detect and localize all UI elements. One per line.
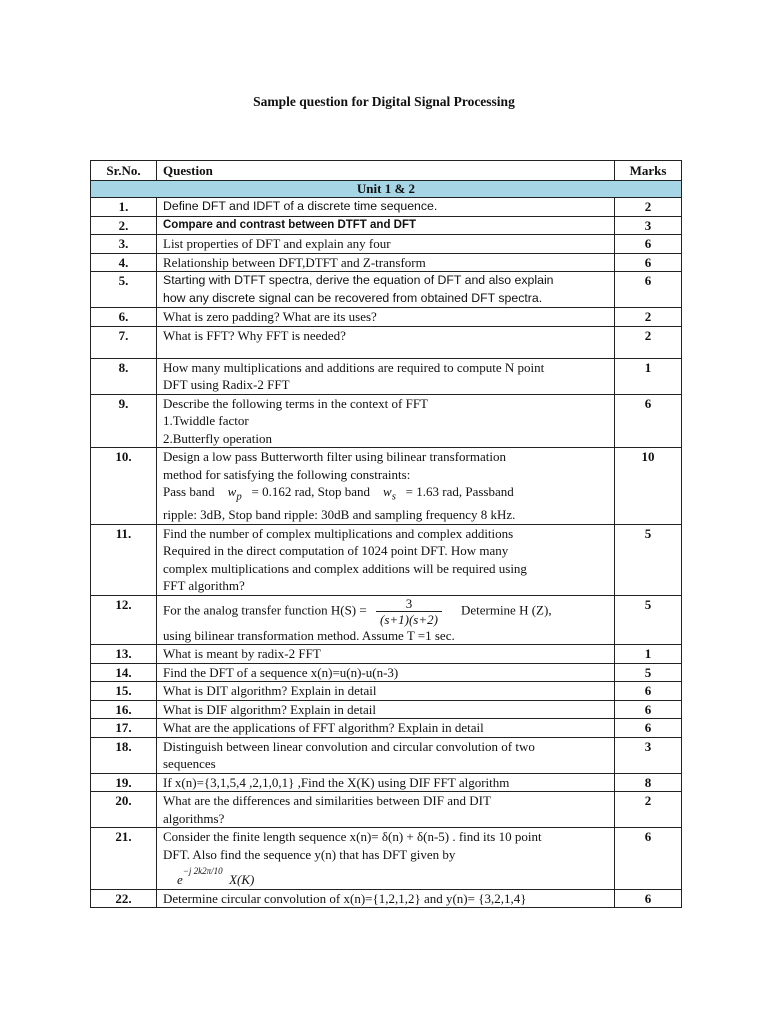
question-line: DFT using Radix-2 FFT <box>163 377 290 392</box>
ws-symbol: w <box>383 484 392 499</box>
question-line: How many multiplications and additions are required to compute N point <box>163 359 545 375</box>
row-number: 15. <box>91 682 157 701</box>
row-number: 13. <box>91 645 157 664</box>
row-marks: 5 <box>615 524 682 595</box>
row-number: 9. <box>91 394 157 448</box>
row-marks: 6 <box>615 394 682 448</box>
question-line: 2.Butterfly operation <box>163 430 273 446</box>
row-marks: 6 <box>615 682 682 701</box>
dft-expression <box>177 863 254 889</box>
row-number: 4. <box>91 253 157 272</box>
header-marks: Marks <box>615 161 682 181</box>
question-text <box>157 828 615 890</box>
question-line: 1.Twiddle factor <box>163 413 249 428</box>
table-row <box>91 700 682 719</box>
question-line: using bilinear transformation method. Assume T =1 sec. <box>163 627 455 643</box>
question-line: FFT algorithm? <box>163 578 245 594</box>
row-number: 11. <box>91 524 157 595</box>
question-text <box>157 524 615 595</box>
question-text <box>157 448 615 525</box>
row-number: 18. <box>91 737 157 773</box>
table-row <box>91 524 682 595</box>
question-text: If x(n)={3,1,5,4 ,2,1,0,1} ,Find the X(K) using DIF FFT algorithm <box>157 773 615 792</box>
question-line: Find the number of complex multiplications and complex additions <box>163 525 514 541</box>
passband-label: Pass band <box>163 484 215 499</box>
question-line: complex multiplications and complex additions will be required using <box>163 560 527 576</box>
question-text: What is FFT? Why FFT is needed? <box>157 326 615 358</box>
question-text <box>157 792 615 828</box>
table-row <box>91 828 682 890</box>
ws-subscript: s <box>391 490 396 503</box>
question-text: What are the applications of FFT algorithm? Explain in detail <box>157 719 615 738</box>
transfer-function-line <box>163 596 608 627</box>
row-marks: 5 <box>615 595 682 645</box>
question-text <box>157 394 615 448</box>
exp-base: e <box>177 872 183 888</box>
row-number: 21. <box>91 828 157 890</box>
question-line: Consider the finite length sequence x(n)= δ(n) + δ(n-5) . find its 10 point <box>163 829 542 845</box>
row-marks: 2 <box>615 792 682 828</box>
table-row <box>91 326 682 358</box>
table-row <box>91 235 682 254</box>
question-line: algorithms? <box>163 810 225 826</box>
row-marks: 2 <box>615 326 682 358</box>
row-marks: 6 <box>615 253 682 272</box>
row-marks: 1 <box>615 645 682 664</box>
row-number: 12. <box>91 595 157 645</box>
unit-row <box>91 181 682 198</box>
row-marks: 6 <box>615 889 682 908</box>
row-number: 1. <box>91 198 157 217</box>
stopband-value: = 1.63 rad, Passband <box>405 484 514 499</box>
question-line: Required in the direct computation of 1024 point DFT. How many <box>163 543 509 559</box>
question-text: What is DIF algorithm? Explain in detail <box>157 700 615 719</box>
table-row <box>91 682 682 701</box>
row-marks: 6 <box>615 272 682 308</box>
question-text: What is zero padding? What are its uses? <box>157 308 615 327</box>
table-row <box>91 308 682 327</box>
exp-superscript: −j 2k2π/10 <box>182 866 223 877</box>
question-line: ripple: 3dB, Stop band ripple: 30dB and sampling frequency 8 kHz. <box>163 507 516 523</box>
row-number: 6. <box>91 308 157 327</box>
fraction-numerator: 3 <box>405 595 413 611</box>
row-number: 14. <box>91 663 157 682</box>
header-question: Question <box>157 161 615 181</box>
row-marks: 2 <box>615 198 682 217</box>
row-marks: 5 <box>615 663 682 682</box>
row-number: 7. <box>91 326 157 358</box>
question-text: Find the DFT of a sequence x(n)=u(n)-u(n-3) <box>157 663 615 682</box>
table-row <box>91 358 682 394</box>
table-row <box>91 889 682 908</box>
question-line: Starting with DTFT spectra, derive the equation of DFT and also explain <box>163 273 554 287</box>
table-row <box>91 737 682 773</box>
row-marks: 6 <box>615 235 682 254</box>
table-row <box>91 645 682 664</box>
question-text: Define DFT and IDFT of a discrete time sequence. <box>157 198 615 217</box>
header-srno: Sr.No. <box>91 161 157 181</box>
row-marks: 8 <box>615 773 682 792</box>
row-number: 10. <box>91 448 157 525</box>
question-text <box>157 595 615 645</box>
row-number: 17. <box>91 719 157 738</box>
wp-subscript: p <box>236 490 242 503</box>
question-line: What are the differences and similarities between DIF and DIT <box>163 793 491 809</box>
table-row <box>91 216 682 235</box>
question-line: method for satisfying the following constraints: <box>163 466 411 482</box>
question-line: DFT. Also find the sequence y(n) that has DFT given by <box>163 846 456 862</box>
row-number: 20. <box>91 792 157 828</box>
question-text: List properties of DFT and explain any four <box>157 235 615 254</box>
question-line: For the analog transfer function H(S) = <box>163 602 367 618</box>
row-marks: 6 <box>615 700 682 719</box>
table-row <box>91 198 682 217</box>
question-line: Distinguish between linear convolution and circular convolution of two <box>163 738 535 754</box>
row-marks: 6 <box>615 719 682 738</box>
table-row <box>91 394 682 448</box>
question-text: What is meant by radix-2 FFT <box>157 645 615 664</box>
table-row <box>91 773 682 792</box>
question-text: Determine circular convolution of x(n)={1,2,1,2} and y(n)= {3,2,1,4} <box>157 889 615 908</box>
question-line: Design a low pass Butterworth filter using bilinear transformation <box>163 449 506 464</box>
question-text <box>157 272 615 308</box>
table-row <box>91 792 682 828</box>
question-text <box>157 737 615 773</box>
row-number: 22. <box>91 889 157 908</box>
table-row <box>91 595 682 645</box>
question-line: Determine H (Z), <box>460 602 552 618</box>
passband-line <box>163 483 608 506</box>
question-text: Compare and contrast between DTFT and DFT <box>157 216 615 235</box>
question-table <box>90 160 682 908</box>
table-row <box>91 663 682 682</box>
question-line: Describe the following terms in the context of FFT <box>163 395 429 411</box>
row-number: 16. <box>91 700 157 719</box>
row-number: 8. <box>91 358 157 394</box>
fraction-denominator: (s+1)(s+2) <box>376 611 442 627</box>
question-text <box>157 358 615 394</box>
question-line: how any discrete signal can be recovered from obtained DFT spectra. <box>163 290 543 305</box>
table-row <box>91 719 682 738</box>
unit-label: Unit 1 & 2 <box>91 181 682 198</box>
page-title: Sample question for Digital Signal Processing <box>253 94 515 109</box>
passband-value: = 0.162 rad, Stop band <box>251 484 371 499</box>
row-number: 5. <box>91 272 157 308</box>
exp-tail: X(K) <box>229 872 255 888</box>
row-marks: 1 <box>615 358 682 394</box>
row-marks: 2 <box>615 308 682 327</box>
question-text: What is DIT algorithm? Explain in detail <box>157 682 615 701</box>
row-number: 3. <box>91 235 157 254</box>
table-header-row <box>91 161 682 181</box>
table-row <box>91 272 682 308</box>
question-line: sequences <box>163 756 216 772</box>
row-marks: 6 <box>615 828 682 890</box>
fraction <box>376 596 442 627</box>
table-row <box>91 253 682 272</box>
row-number: 2. <box>91 216 157 235</box>
row-number: 19. <box>91 773 157 792</box>
wp-symbol: w <box>227 484 237 499</box>
row-marks: 3 <box>615 216 682 235</box>
table-row <box>91 448 682 525</box>
question-text: Relationship between DFT,DTFT and Z-transform <box>157 253 615 272</box>
row-marks: 3 <box>615 737 682 773</box>
row-marks: 10 <box>615 448 682 525</box>
